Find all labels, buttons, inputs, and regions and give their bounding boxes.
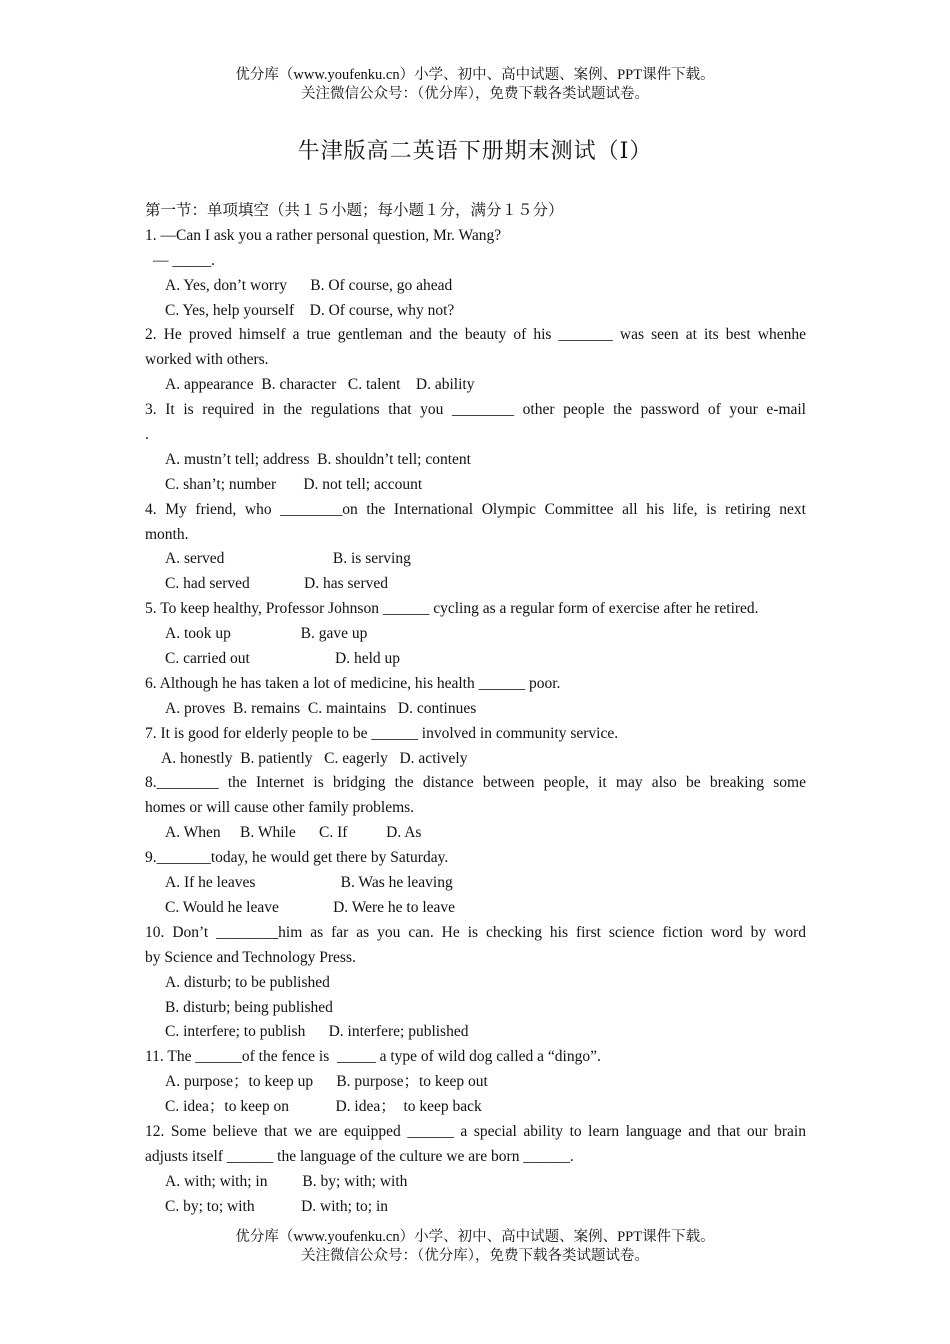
question-line: 12. Some believe that we are equipped ______ a special ability to learn language and that our brain	[145, 1122, 806, 1140]
option-line: A. took up B. gave up	[165, 625, 368, 643]
header-line-1: 优分库（www.youfenku.cn）小学、初中、高中试题、案例、PPT课件下载。	[235, 67, 715, 83]
option-line: A. If he leaves B. Was he leaving	[165, 874, 453, 892]
header-line-2: 关注微信公众号：（优分库），免费下载各类试题试卷。	[301, 86, 649, 102]
page-footer	[0, 1228, 950, 1266]
answer-line: — _____.	[153, 251, 215, 269]
option-line: C. shan’t; number D. not tell; account	[165, 475, 423, 493]
option-line: A. Yes, don’t worry B. Of course, go ahead	[165, 276, 453, 294]
question-line: 1. —Can I ask you a rather personal question, Mr. Wang?	[145, 226, 502, 244]
question-line: 7. It is good for elderly people to be ______ involved in community service.	[145, 724, 619, 742]
question-line: 8.________ the Internet is bridging the distance between people, it may also be breaking some	[145, 774, 806, 792]
question-line: .	[145, 426, 149, 444]
exam-content	[145, 199, 806, 1220]
question-line: month.	[145, 525, 189, 543]
question-line: 3. It is required in the regulations that you ________ other people the password of your e-mail	[145, 401, 806, 419]
option-line: B. disturb; being published	[165, 998, 333, 1016]
question-line: 9._______today, he would get there by Saturday.	[145, 849, 449, 867]
question-line: 11. The ______of the fence is _____ a type of wild dog called a “dingo”.	[145, 1048, 601, 1066]
page-header	[0, 66, 950, 104]
question-line: by Science and Technology Press.	[145, 948, 356, 966]
option-line: A. served B. is serving	[165, 550, 411, 568]
question-line: 5. To keep healthy, Professor Johnson ______ cycling as a regular form of exercise after he retired.	[145, 600, 759, 618]
option-line: A. purpose；to keep up B. purpose；to keep out	[165, 1073, 488, 1091]
option-line: C. idea；to keep on D. idea； to keep back	[165, 1098, 482, 1116]
page-title: 牛津版高二英语下册期末测试（Ⅰ）	[297, 138, 653, 163]
option-line: A. proves B. remains C. maintains D. continues	[165, 699, 477, 717]
question-line: 4. My friend, who ________on the International Olympic Committee all his life, is retiring next	[145, 500, 806, 518]
option-line: C. had served D. has served	[165, 575, 388, 593]
option-line: A. When B. While C. If D. As	[165, 824, 422, 842]
option-line: C. Would he leave D. Were he to leave	[165, 898, 456, 916]
question-line: 6. Although he has taken a lot of medicine, his health ______ poor.	[145, 674, 561, 692]
option-line: C. Yes, help yourself D. Of course, why not?	[165, 301, 455, 319]
question-line: 2. He proved himself a true gentleman and the beauty of his _______ was seen at its best whenhe	[145, 326, 806, 344]
section-heading: 第一节：单项填空（共１５小题；每小题１分，满分１５分）	[145, 202, 564, 219]
option-line: A. mustn’t tell; address B. shouldn’t tell; content	[165, 450, 471, 468]
option-line: C. interfere; to publish D. interfere; published	[165, 1023, 469, 1041]
option-line: A. with; with; in B. by; with; with	[165, 1172, 408, 1190]
option-line: A. disturb; to be published	[165, 973, 330, 991]
option-line: C. carried out D. held up	[165, 650, 401, 668]
option-line: A. honestly B. patiently C. eagerly D. actively	[161, 749, 468, 767]
option-line: A. appearance B. character C. talent D. ability	[165, 376, 475, 394]
question-line: 10. Don’t ________him as far as you can. He is checking his first science fiction word by word	[145, 923, 806, 941]
question-line: adjusts itself ______ the language of the culture we are born ______.	[145, 1147, 574, 1165]
question-line: worked with others.	[145, 351, 269, 369]
option-line: C. by; to; with D. with; to; in	[165, 1197, 389, 1215]
footer-line-1: 优分库（www.youfenku.cn）小学、初中、高中试题、案例、PPT课件下载。	[235, 1229, 715, 1245]
footer-line-2: 关注微信公众号：（优分库），免费下载各类试题试卷。	[301, 1248, 649, 1264]
question-line: homes or will cause other family problems.	[145, 799, 415, 817]
